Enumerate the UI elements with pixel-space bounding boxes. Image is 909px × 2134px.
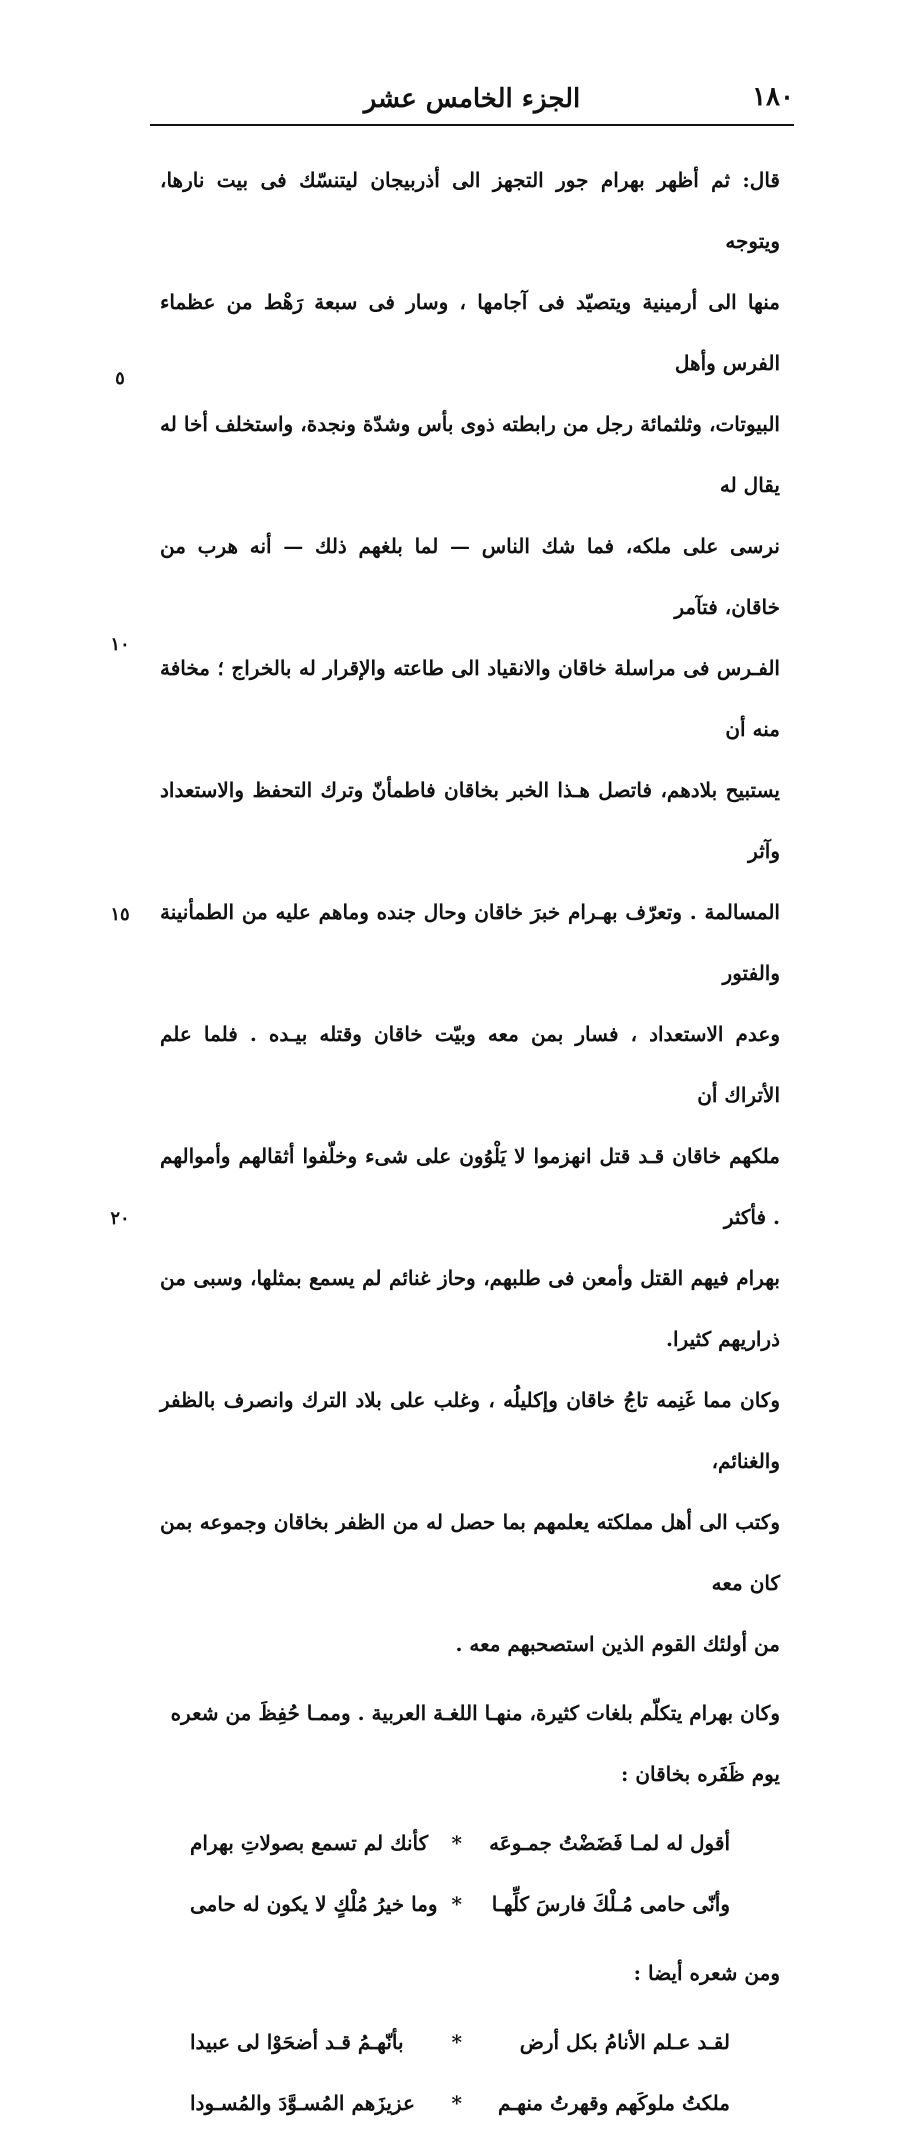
- text-line: وكان بهرام يتكلّم بلغات كثيرة، منهـا اللغـة العربية . وممـا حُفِظَ من شعره: [170, 1701, 780, 1725]
- verse-first-hemistich: لقـد عـلم الأنامُ بكل أرض: [519, 2030, 730, 2054]
- verse-block-2: [160, 2012, 780, 2134]
- margin-line-number: ٢٠: [110, 1208, 130, 1229]
- text-line: وكان مما غَنِمه تاجُ خاقان وإكليلُه ، وغلب على بلاد الترك وانصرف بالظفر والغنائم،: [160, 1388, 780, 1473]
- text-line: وكتب الى أهل مملكته يعلمهم بما حصل له من الظفر بخاقان وجموعه بمن كان معه: [160, 1510, 780, 1595]
- text-line: من أولئك القوم الذين استصحبهم معه .: [455, 1632, 780, 1656]
- verse-separator: *: [451, 2091, 462, 2115]
- verse-line: [160, 2073, 780, 2134]
- page-number: ١٨٠: [752, 82, 794, 112]
- verse-second-hemistich: وما خيرُ مُلْكٍ لا يكون له حامى: [190, 1892, 438, 1916]
- verse-separator: *: [451, 1831, 462, 1855]
- verse-line: [160, 1813, 780, 1874]
- verse-first-hemistich: أقول له لمـا فَضَضْتُ جمـوعَه: [489, 1831, 730, 1855]
- verse-second-hemistich: بأنّهـمُ قـد أضحَوْا لى عبيدا: [190, 2030, 404, 2054]
- margin-line-number: ١٥: [110, 904, 130, 925]
- paragraph-1: [160, 150, 780, 1675]
- page-header: [150, 78, 794, 126]
- verse-first-hemistich: وأنّى حامى مُـلْكَ فارسَ كلِّهـا: [491, 1892, 730, 1916]
- text-line: ملكهم خاقان قـد قتل انهزموا لا يَلْوُون على شىء وخلّفوا أثقالهم وأموالهم . فأكثر: [160, 1144, 780, 1229]
- text-line: وعدم الاستعداد ، فسار بمن معه وبيّت خاقان وقتله بيـده . فلما علم الأتراك أن: [160, 1022, 780, 1107]
- text-line: قال: ثم أظهر بهرام جور التجهز الى أذربيجان ليتنسّك فى بيت نارها، ويتوجه: [160, 168, 780, 253]
- text-line: المسالمة . وتعرّف بهـرام خبرَ خاقان وحال جنده وماهم عليه من الطمأنينة والفتور: [160, 900, 780, 985]
- text-line: يوم ظَفَره بخاقان :: [620, 1762, 780, 1786]
- verse-block-1: [160, 1813, 780, 1935]
- verse-line: [160, 1874, 780, 1935]
- text-line: الفـرس فى مراسلة خاقان والانقياد الى طاعته والإقرار له بالخراج ؛ مخافة منه أن: [160, 656, 780, 741]
- margin-line-number: ٥: [115, 368, 125, 389]
- text-line: يستبيح بلادهم، فاتصل هـذا الخبر بخاقان فاطمأنّ وترك التحفظ والاستعداد وآثر: [160, 778, 780, 863]
- margin-line-number: ١٠: [110, 634, 130, 655]
- running-title: الجزء الخامس عشر: [363, 84, 581, 114]
- text-line: بهرام فيهم القتل وأمعن فى طلبهم، وحاز غنائم لم يسمع بمثلها، وسبى من ذراريهم كثيرا.: [160, 1266, 780, 1351]
- verse-first-hemistich: ملكتُ ملوكَهم وقهرتُ منهـم: [497, 2091, 730, 2115]
- verse-intro: ومن شعره أيضا :: [633, 1961, 780, 1985]
- verse-second-hemistich: كأنك لم تسمع بصولاتِ بهرام: [190, 1831, 429, 1855]
- verse-separator: *: [451, 1892, 462, 1916]
- verse-line: [160, 2012, 780, 2073]
- verse-separator: *: [451, 2030, 462, 2054]
- verse-second-hemistich: عزيزَهم المُسـوَّدَ والمُسـودا: [190, 2091, 415, 2115]
- text-line: البيوتات، وثلثمائة رجل من رابطته ذوى بأس وشدّة ونجدة، واستخلف أخا له يقال له: [160, 412, 780, 497]
- body-text: [160, 150, 780, 2134]
- paragraph-2: [160, 1683, 780, 1805]
- text-line: منها الى أرمينية ويتصيّد فى آجامها ، وسار فى سبعة رَهْط من عظماء الفرس وأهل: [160, 290, 780, 375]
- text-line: نرسى على ملكه، فما شك الناس — لما بلغهم ذلك — أنه هرب من خاقان، فتآمر: [160, 534, 780, 619]
